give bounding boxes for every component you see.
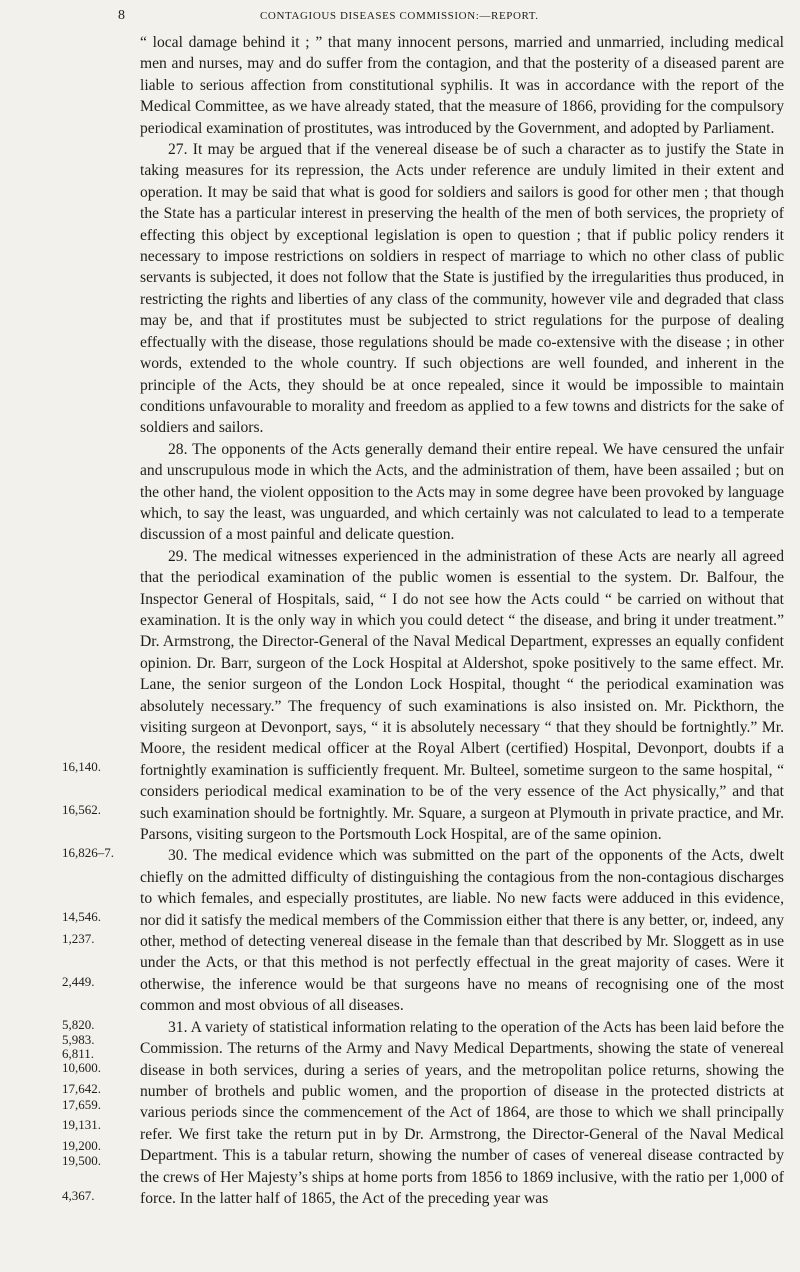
page-number: 8 (118, 8, 125, 23)
paragraph-27: 27. It may be argued that if the venereal disease be of such a character as to justify the State in taking measures for its repression, the Acts under reference are unduly limited in their extent and operation. It may be said that what is good for soldiers and sailors is good for other men ; that though the State has a particular interest in preserving the health of the men of both services, the propriety of effecting this object by exceptional legislation is open to question ; that if public policy renders it necessary to impose restrictions on soldiers in respect of marriage to which no other class of public servants is subjected, it does not follow that the State is justified by the irregularities thus produced, in restricting the rights and liberties of any class of the community, however vile and degraded that class may be, and that if prostitutes must be subjected to strict regulations for the purpose of dealing effectually with the disease, those regulations should be made co-extensive with the disease ; in other words, extended to the whole country. If such objections are well founded, and inherent in the principle of the Acts, they should be at once repealed, since it would be impossible to maintain conditions unfavourable to morality and freedom as applied to a few towns and districts for the sake of soldiers and sailors. (140, 141, 784, 437)
margin-ref: 10,600. (62, 1060, 101, 1075)
margin-ref: 19,200. (62, 1138, 101, 1153)
running-head: CONTAGIOUS DISEASES COMMISSION:—REPORT. (260, 10, 539, 22)
paragraph-29: 29. The medical witnesses experienced in the administration of these Acts are nearly all agreed that the periodical examination of the public women is essential to the system. Dr. Balfour, the Inspector General of Hospitals, said, “ I do not see how the Acts could “ be carried on without that examination. It is the only way in which you could detect “ the disease, and bring it under treatment.” Dr. Armstrong, the Director-General of the Naval Medical Department, expresses an equally confident opinion. Dr. Barr, surgeon of the Lock Hospital at Aldershot, spoke positively to the same effect. Mr. Lane, the senior surgeon of the London Lock Hospital, thought “ the periodical examination was absolutely necessary.” The frequency of such examinations is also insisted on. Mr. Pickthorn, the visiting surgeon at Devonport, says, “ it is absolutely necessary “ that they should be fortnightly.” Mr. Moore, the resident medical officer at the Royal Albert (certified) Hospital, Devonport, doubts if a fortnightly examination is sufficiently frequent. Mr. Bulteel, sometime surgeon to the same hospital, “ considers periodical medical examination to be of the very essence of the Act physically,” and that such examination should be fortnightly. Mr. Square, a surgeon at Plymouth in private practice, and Mr. Parsons, visiting surgeon to the Portsmouth Lock Hospital, are of the same opinion. (140, 547, 784, 844)
paragraph-30: 30. The medical evidence which was submitted on the part of the opponents of the Acts, dwelt chiefly on the admitted difficulty of distinguishing the contagious from the non-contagious discharges to which females, and especially prostitutes, are liable. No new facts were adduced in this evidence, nor did it satisfy the medical members of the Commission either that there is any better, or, indeed, any other, method of detecting venereal disease in the female than that described by Mr. Sloggett as in use under the Acts, or that this method is not perfectly effectual in the great majority of cases. Were it otherwise, the inference would be that surgeons have no means of recognising one of the most common and most obvious of all diseases. (140, 847, 784, 1015)
margin-ref: 17,642. (62, 1081, 101, 1096)
margin-ref: 16,562. (62, 802, 101, 817)
margin-ref: 19,131. (62, 1117, 101, 1132)
paragraph-31: 31. A variety of statistical information relating to the operation of the Acts has been laid before the Commission. The returns of the Army and Navy Medical Departments, showing the state of venereal disease in both services, during a series of years, and the metropolitan police returns, showing the number of brothels and public women, and the proportion of disease in the protected districts at various periods since the commencement of the Act of 1864, are those to which we shall principally refer. We first take the return put in by Dr. Armstrong, the Director-General of the Naval Medical Department. This is a tabular return, showing the number of cases of venereal disease contracted by the crews of Her Majesty’s ships at home ports from 1856 to 1869 inclusive, with the ratio per 1,000 of force. In the latter half of 1865, the Act of the preceding year was (140, 1018, 784, 1207)
margin-ref: 17,659. (62, 1097, 101, 1112)
body-text (140, 32, 784, 1209)
margin-ref: 6,811. (62, 1046, 95, 1061)
margin-ref: 5,983. (62, 1032, 95, 1047)
margin-ref: 1,237. (62, 931, 95, 946)
paragraph: “ local damage behind it ; ” that many innocent persons, married and unmarried, including medical men and nurses, may and do suffer from the contagion, and that the posterity of a diseased parent are liable to serious affection from constitutional syphilis. It was in accordance with the report of the Medical Committee, as we have already stated, that the measure of 1866, providing for the compulsory periodical examination of prostitutes, was introduced by the Government, and adopted by Parliament. (140, 34, 784, 137)
paragraph-28: 28. The opponents of the Acts generally demand their entire repeal. We have censured the unfair and unscrupulous mode in which the Acts, and the administration of them, have been assailed ; but on the other hand, the violent opposition to the Acts may in some degree have been provoked by language which, to say the least, was unguarded, and which certainly was not calculated to lead to a temperate discussion of a most painful and delicate question. (140, 440, 784, 544)
margin-ref: 5,820. (62, 1017, 95, 1032)
margin-ref: 19,500. (62, 1153, 101, 1168)
margin-ref: 16,826–7. (62, 845, 114, 860)
margin-ref: 4,367. (62, 1188, 95, 1203)
margin-ref: 16,140. (62, 759, 101, 774)
margin-ref: 2,449. (62, 974, 95, 989)
margin-ref: 14,546. (62, 909, 101, 924)
